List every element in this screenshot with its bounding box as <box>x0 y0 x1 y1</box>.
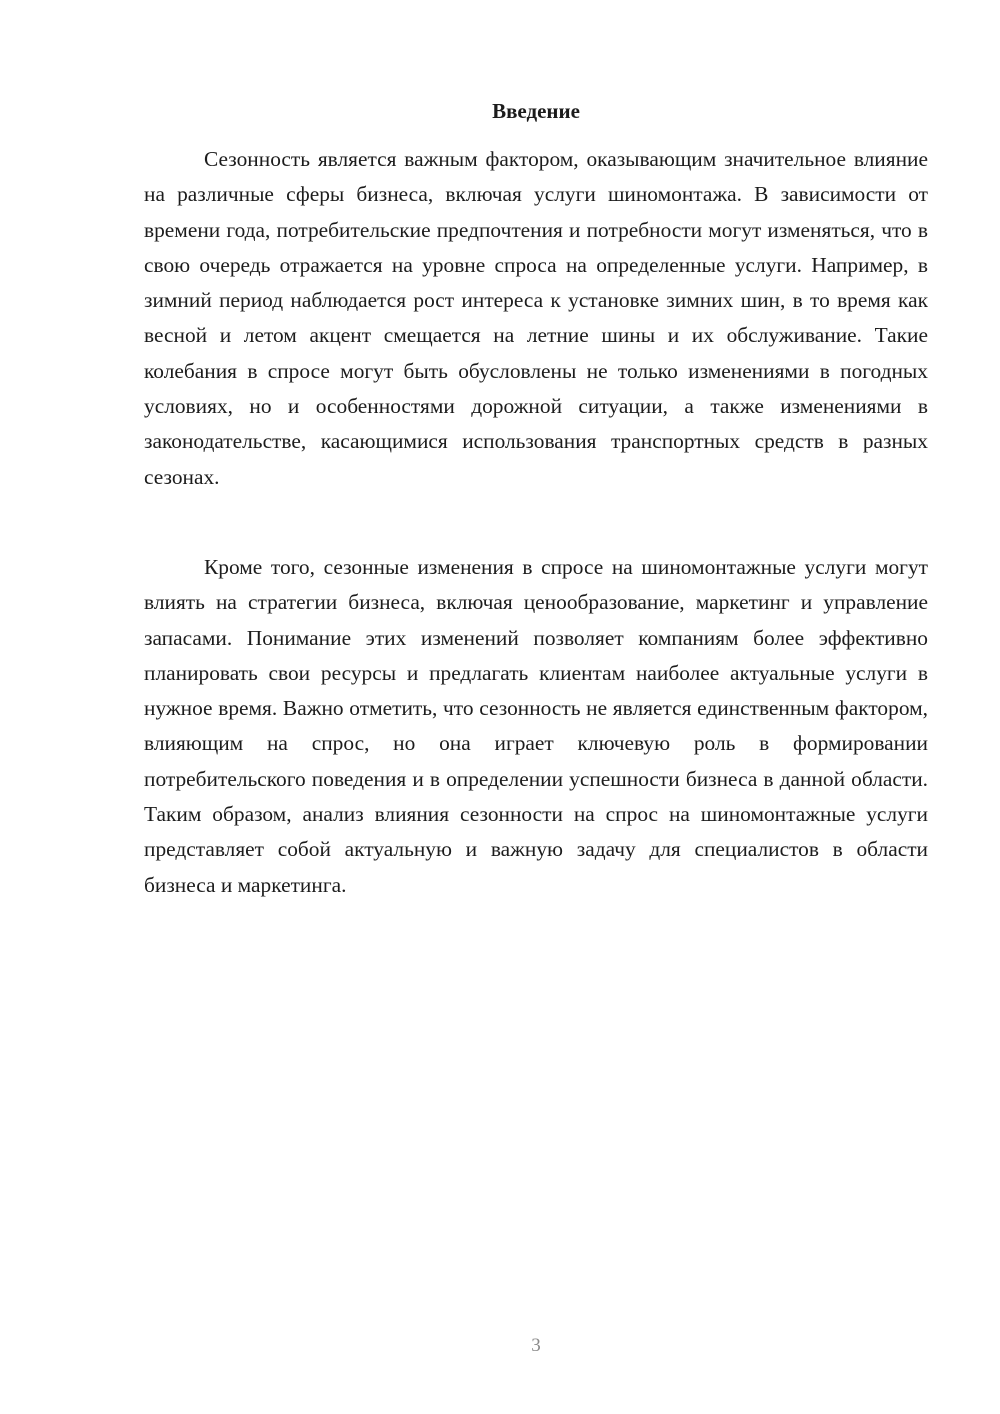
page-number: 3 <box>531 1335 541 1356</box>
paragraph-2: Кроме того, сезонные изменения в спросе на шиномонтажные услуги могут влиять на стратегии бизнеса, включая ценообразование, маркетинг и управление запасами. Понимание этих изменений позволяет компаниям более эффективно планировать свои ресурсы и предлагать клиентам наиболее актуальные услуги в нужное время. Важно отметить, что сезонность не является единственным фактором, влияющим на спрос, но она играет ключевую роль в формировании потребительского поведения и в определении успешности бизнеса в данной области. Таким образом, анализ влияния сезонности на спрос на шиномонтажные услуги представляет собой актуальную и важную задачу для специалистов в области бизнеса и маркетинга. <box>144 555 928 897</box>
paragraph-1: Сезонность является важным фактором, оказывающим значительное влияние на различные сферы бизнеса, включая услуги шиномонтажа. В зависимости от времени года, потребительские предпочтения и потребности могут изменяться, что в свою очередь отражается на уровне спроса на определенные услуги. Например, в зимний период наблюдается рост интереса к установке зимних шин, в то время как весной и летом акцент смещается на летние шины и их обслуживание. Такие колебания в спросе могут быть обусловлены не только изменениями в погодных условиях, но и особенностями дорожной ситуации, а также изменениями в законодательстве, касающимися использования транспортных средств в разных сезонах. <box>144 147 928 489</box>
section-heading: Введение <box>492 99 580 123</box>
